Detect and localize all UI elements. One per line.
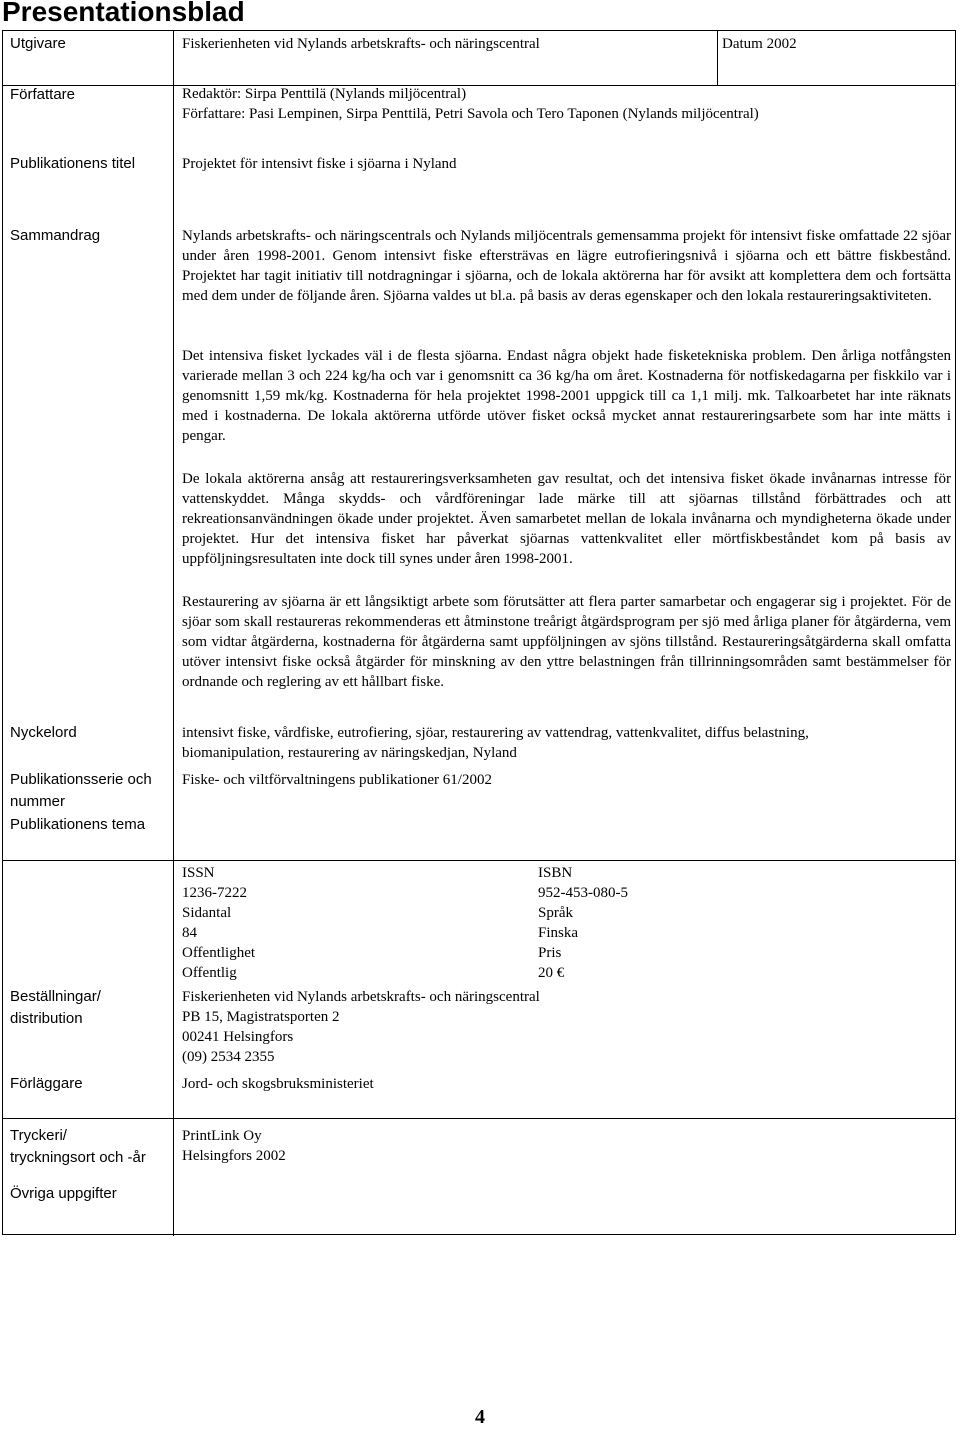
label-titel: Publikationens titel (10, 155, 136, 172)
order-line: 00241 Helsingfors (182, 1029, 294, 1045)
pris-value: 20 € (538, 965, 565, 981)
value-forlaggare: Jord- och skogsbruksministeriet (182, 1076, 374, 1092)
value-tryckeri (182, 1126, 286, 1166)
isbn-label: ISBN (538, 865, 573, 881)
issn-value: 1236-7222 (182, 885, 247, 901)
label-line: nummer (10, 793, 66, 810)
abstract-paragraph: Nylands arbetskrafts- och näringscentrals och Nylands miljöcentrals gemensamma projekt för intensivt fiske omfattade 22 sjöar under åren 1998-2001. Genom intensivt fiske eftersträvas en lägre eutrofieringsnivå i sjöarna och ett bättre fiskbestånd. Projektet har tagit initiativ till notdragningar i sjöarna, och de lokala aktörerna har för avsikt att komplettera dem och fortsätta med dem under de följande åren. Sjöarna valdes ut bl.a. på basis av deras egenskaper och den lokala restaureringsaktiviteten. (182, 228, 951, 304)
label-tema: Publikationens tema (10, 816, 146, 833)
pris-label: Pris (538, 945, 562, 961)
meta-left (182, 863, 255, 983)
label-serie (10, 769, 152, 813)
meta-right (538, 863, 628, 983)
sprak-label: Språk (538, 905, 573, 921)
abstract-paragraph: Det intensiva fisket lyckades väl i de flesta sjöarna. Endast några objekt hade fisketekniska problem. Den årliga notfångsten varierade mellan 3 och 224 kg/ha och var i genomsnitt ca 36 kg/ha om året. Kostnaderna för notfiskedagarna per fiskkilo var i genomsnitt 1,59 mk/kg. Kostnaderna för hela projektet 1998-2001 uppgick till ca 1,1 milj. mk. Talkoarbetet har inte räknats med i kostnaderna. De lokala aktörerna utförde utöver fisket också mycket annat restaureringsarbete som har inte mätts i pengar. (182, 348, 951, 444)
date: Datum 2002 (722, 36, 797, 52)
order-line: Fiskerienheten vid Nylands arbetskrafts- och näringscentral (182, 989, 540, 1005)
isbn-value: 952-453-080-5 (538, 885, 628, 901)
label-line: Tryckeri/ (10, 1127, 67, 1144)
row-divider (3, 860, 955, 861)
label-utgivare: Utgivare (10, 35, 66, 52)
label-ovriga: Övriga uppgifter (10, 1185, 117, 1202)
label-line: tryckningsort och -år (10, 1149, 146, 1166)
author-line: Författare: Pasi Lempinen, Sirpa Penttilä, Petri Savola och Tero Taponen (Nylands miljöcentral) (182, 106, 759, 122)
keyword-line: biomanipulation, restaurering av näringskedjan, Nyland (182, 745, 517, 761)
label-forlaggare: Förläggare (10, 1075, 83, 1092)
label-line: Publikationsserie och (10, 771, 152, 788)
page-title: Presentationsblad (2, 0, 245, 27)
label-forfattare: Författare (10, 86, 76, 103)
offentlighet-label: Offentlighet (182, 945, 256, 961)
value-forfattare (182, 84, 759, 124)
label-nyckelord: Nyckelord (10, 724, 77, 741)
keyword-line: intensivt fiske, vårdfiske, eutrofiering, sjöar, restaurering av vattendrag, vattenkvalitet, diffus belastning, (182, 725, 809, 741)
printer-line: PrintLink Oy (182, 1128, 262, 1144)
sidantal-label: Sidantal (182, 905, 232, 921)
abstract-paragraph: Restaurering av sjöarna är ett långsiktigt arbete som förutsätter att flera parter samarbetar och engagerar sig i projektet. För de sjöar som skall restaureras rekommenderas ett åtminstone treårigt åtgärdsprogram per sjö med årliga planer för åtgärderna, vem som vidtar åtgärderna, kostnaderna för åtgärderna samt uppföljningen av sjöns tillstånd. Restaureringsåtgärderna skall omfatta utöver intensivt fiske också åtgärder för minskning av den yttre belastningen från tillrinningsområden samt bestämmelser för ordnande och reglering av ett hållbart fiske. (182, 594, 951, 690)
value-titel: Projektet för intensivt fiske i sjöarna i Nyland (182, 156, 457, 172)
page-number: 4 (475, 1406, 485, 1428)
label-bestallningar (10, 986, 101, 1030)
offentlighet-value: Offentlig (182, 965, 237, 981)
sidantal-value: 84 (182, 925, 197, 941)
value-nyckelord (182, 723, 809, 763)
author-line: Redaktör: Sirpa Penttilä (Nylands miljöcentral) (182, 86, 467, 102)
row-divider (3, 1118, 955, 1119)
abstract-paragraph: De lokala aktörerna ansåg att restaureringsverksamheten gav resultat, och det intensiva fisket ökade invånarnas intresse för vattenskyddet. Många skydds- och vårdföreningar lade märke till att sjöarnas tillstånd förbättrades och att rekreationsanvändningen ökade under projektet. Även samarbetet mellan de lokala invånarna och myndigheterna ökade under projektet. Hur det intensiva fisket har påverkat sjöarnas vattenkvalitet eller mörtfiskbeståndet kom på basis av uppföljningsresultaten inte dock till synes under åren 1998-2001. (182, 471, 951, 567)
label-sammandrag: Sammandrag (10, 227, 101, 244)
order-line: PB 15, Magistratsporten 2 (182, 1009, 340, 1025)
value-serie: Fiske- och viltförvaltningens publikationer 61/2002 (182, 772, 492, 788)
value-utgivare: Fiskerienheten vid Nylands arbetskrafts- och näringscentral (182, 36, 540, 52)
column-divider (717, 31, 718, 85)
printer-line: Helsingfors 2002 (182, 1148, 286, 1164)
sprak-value: Finska (538, 925, 579, 941)
column-divider (173, 31, 174, 1236)
label-tryckeri (10, 1125, 146, 1169)
value-bestallningar (182, 987, 540, 1067)
label-line: distribution (10, 1010, 83, 1027)
issn-label: ISSN (182, 865, 215, 881)
order-line: (09) 2534 2355 (182, 1049, 275, 1065)
label-line: Beställningar/ (10, 988, 101, 1005)
